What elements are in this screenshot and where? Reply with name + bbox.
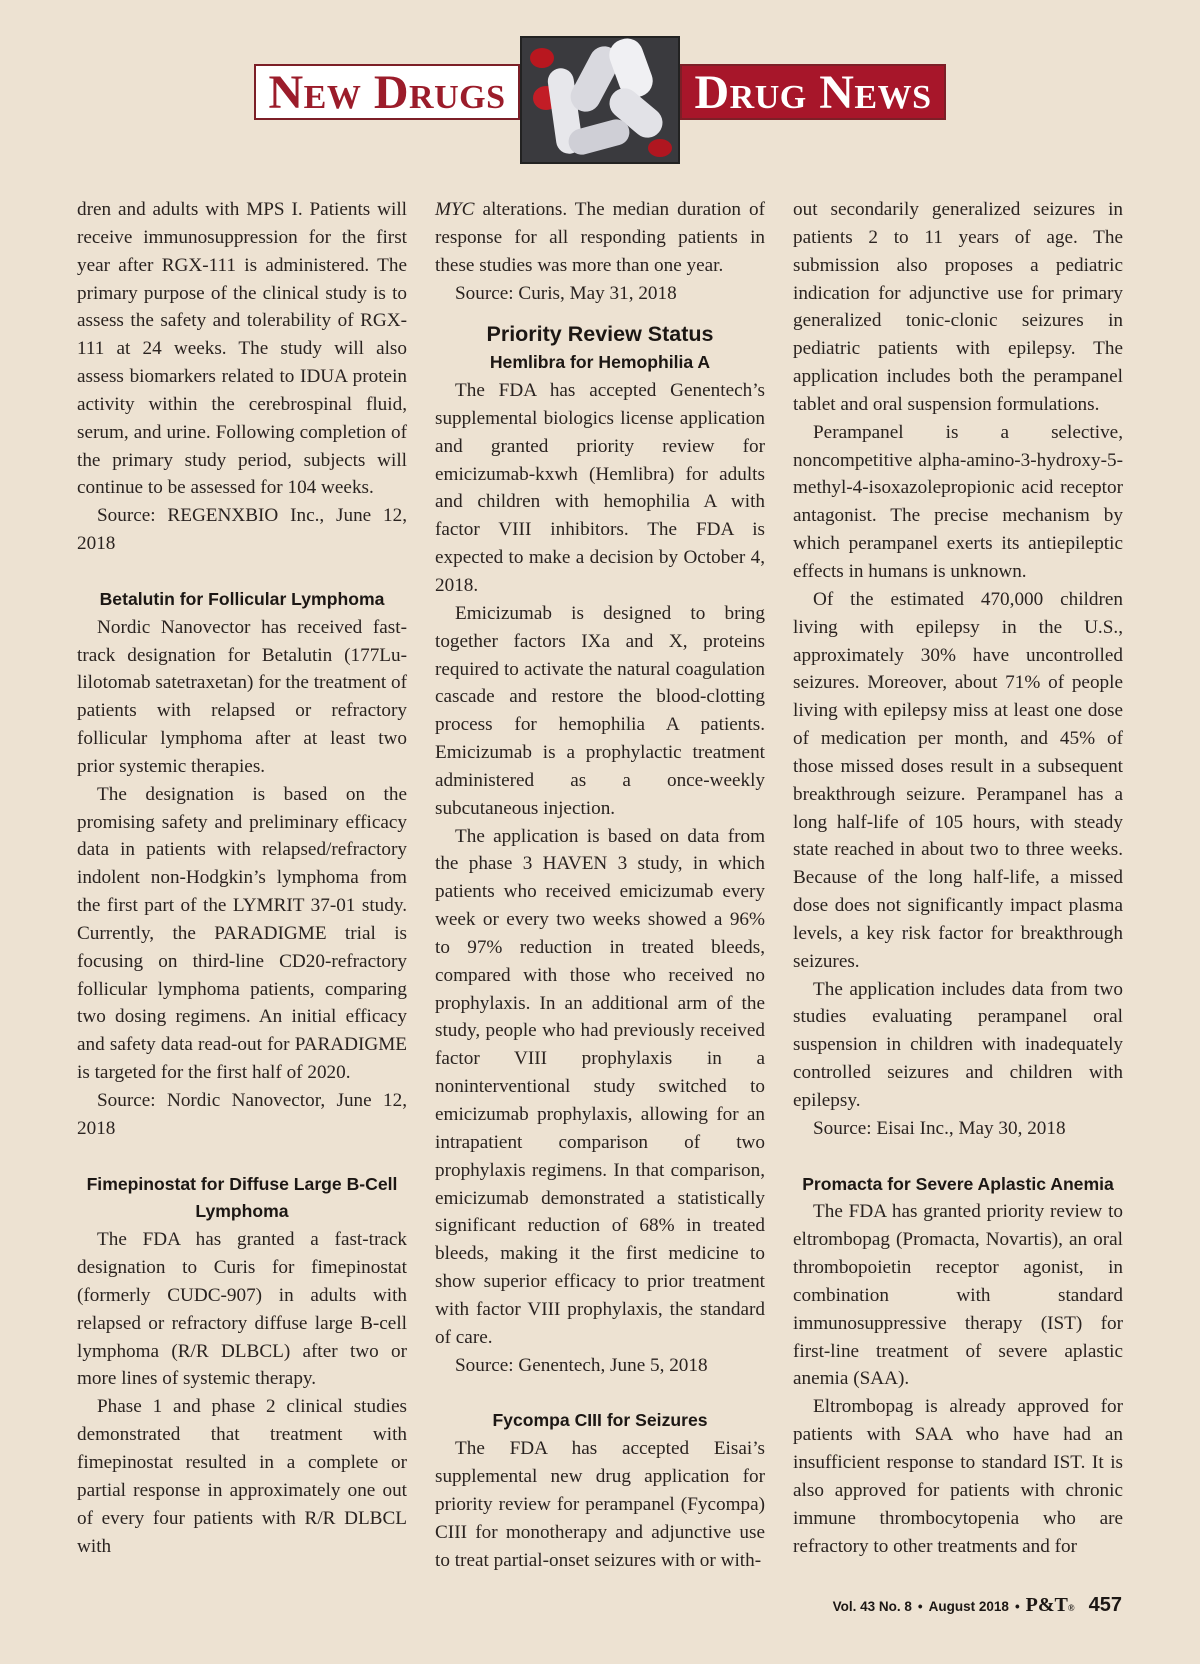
drug-news-tag: Drug News	[680, 64, 946, 120]
paragraph-text: alterations. The median duration of response for all responding patients in these studies was more than one year.	[435, 199, 765, 276]
paragraph: The FDA has granted a fast-track designation to Curis for fimepinostat (formerly CUDC-907) in adults with relapsed or refractory diffuse large B-cell lymphoma (R/R DLBCL) after two or more lines of systemic therapy.	[77, 1229, 407, 1390]
section-heading: Betalutin for Follicular Lymphoma	[99, 588, 385, 609]
paragraph: out secondarily generalized seizures in patients 2 to 11 years of age. The submission also proposes a pediatric indication for adjunctive use for primary generalized tonic-clonic seizures in pediatric patients with epilepsy. The application includes both the perampanel tablet and oral suspension formulations.	[793, 199, 1123, 415]
issue-date: August 2018	[928, 1599, 1009, 1614]
paragraph: The FDA has granted priority review to eltrombopag (Promacta, Novartis), an oral thrombopoietin receptor agonist, in combination with standard immunosuppressive therapy (IST) for first-line treatment of severe aplastic anemia (SAA).	[793, 1201, 1123, 1390]
column-1	[77, 196, 407, 1560]
source-line: Source: Eisai Inc., May 30, 2018	[813, 1117, 1066, 1139]
paragraph: The application is based on data from the phase 3 HAVEN 3 study, in which patients who received emicizumab every week or every two weeks showed a 96% to 97% reduction in treated bleeds, compared with those who received no prophylaxis. In an additional arm of the study, people who had previously received factor VIII prophylaxis in a noninterventional study switched to emicizumab prophylaxis, allowing for an intrapatient comparison of two prophylaxis regimens. In that comparison, emicizumab demonstrated a statistically significant reduction of 68% in treated bleeds, making it the first medicine to show superior efficacy to prior treatment with factor VIII prophylaxis, the standard of care.	[435, 825, 765, 1348]
paragraph: The designation is based on the promising safety and preliminary efficacy data in patients with relapsed/refractory indolent non-Hodgkin’s lymphoma from the first part of the LYMRIT 37-01 study. Currently, the PARADIGME trial is focusing on third-line CD20-refractory follicular lymphoma patients, comparing two dosing regimens. An initial efficacy and safety data read-out for PARADIGME is targeted for the first half of 2020.	[77, 783, 407, 1084]
column-3	[793, 196, 1123, 1560]
section-heading: Fimepinostat for Diffuse Large B-Cell Lymphoma	[86, 1173, 398, 1222]
column-2	[435, 196, 765, 1574]
source-line: Source: Genentech, June 5, 2018	[455, 1354, 708, 1376]
gene-name: MYC	[435, 199, 475, 220]
page-number: 457	[1088, 1594, 1122, 1616]
paragraph: dren and adults with MPS I. Patients will receive immunosuppression for the first year after RGX-111 is administered. The primary purpose of the clinical study is to assess the safety and tolerability of RGX-111 at 24 weeks. The study will also assess biomarkers related to IDUA protein activity within the cerebrospinal fluid, serum, and urine. Following completion of the primary study period, subjects will continue to be assessed for 104 weeks.	[77, 199, 407, 499]
paragraph: The FDA has accepted Eisai’s supplemental new drug application for priority review for perampanel (Fycompa) CIII for monotherapy and adjunctive use to treat partial-onset seizures with or with-	[435, 1438, 765, 1571]
paragraph: The application includes data from two studies evaluating perampanel oral suspension in children with inadequately controlled seizures and children with epilepsy.	[793, 978, 1123, 1111]
registered-mark: ®	[1067, 1603, 1075, 1613]
paragraph: Nordic Nanovector has received fast-track designation for Betalutin (177Lu-lilotomab satetraxetan) for the treatment of patients with relapsed or refractory follicular lymphoma after at least two prior systemic therapies.	[77, 616, 407, 777]
paragraph	[435, 196, 765, 280]
paragraph: Of the estimated 470,000 children living with epilepsy in the U.S., approximately 30% have uncontrolled seizures. Moreover, about 71% of people living with epilepsy miss at least one dose of medication per month, and 45% of those missed doses result in a subsequent breakthrough seizure. Perampanel has a long half-life of 105 hours, with steady state reached in about two to three weeks. Because of the long half-life, a missed dose does not significantly impact plasma levels, a key risk factor for breakthrough seizures.	[793, 588, 1123, 972]
new-drugs-tag: New Drugs	[254, 64, 520, 120]
separator: •	[1014, 1599, 1020, 1614]
paragraph: Eltrombopag is already approved for patients with SAA who have had an insufficient response to standard IST. It is also approved for patients with chronic immune thrombocytopenia who are refractory to other treatments and for	[793, 1396, 1123, 1557]
paragraph: Perampanel is a selective, noncompetitive alpha-amino-3-hydroxy-5-methyl-4-isoxazolepropionic acid receptor antagonist. The precise mechanism by which perampanel exerts its antiepileptic effects in humans is unknown.	[793, 421, 1123, 582]
brand-name: P&T	[1025, 1594, 1068, 1616]
source-line: Source: Curis, May 31, 2018	[455, 282, 677, 304]
paragraph: Emicizumab is designed to bring together factors IXa and X, proteins required to activate the natural coagulation cascade and restore the blood-clotting process for hemophilia A patients. Emicizumab is a prophylactic treatment administered as a once-weekly subcutaneous injection.	[435, 602, 765, 819]
section-heading: Hemlibra for Hemophilia A	[489, 352, 711, 373]
separator: •	[917, 1599, 923, 1614]
pills-photo-icon	[520, 36, 680, 164]
page-footer	[833, 1594, 1122, 1617]
source-line: Source: Nordic Nanovector, June 12, 2018	[77, 1090, 407, 1139]
journal-brand	[1026, 1594, 1075, 1617]
volume-info: Vol. 43 No. 8	[832, 1599, 912, 1614]
section-heading: Fycompa CIII for Seizures	[492, 1410, 708, 1431]
section-title: Priority Review Status	[486, 322, 714, 347]
paragraph: Phase 1 and phase 2 clinical studies demonstrated that treatment with fimepinostat resulted in a complete or partial response in approximately one out of every four patients with R/R DLBCL with	[77, 1396, 407, 1557]
section-heading: Promacta for Severe Aplastic Anemia	[802, 1173, 1114, 1194]
paragraph: The FDA has accepted Genentech’s supplemental biologics license application and granted priority review for emicizumab-kxwh (Hemlibra) for adults and children with hemophilia A with factor VIII inhibitors. The FDA is expected to make a decision by October 4, 2018.	[435, 380, 765, 596]
source-line: Source: REGENXBIO Inc., June 12, 2018	[77, 505, 407, 555]
page-header	[0, 0, 1200, 170]
